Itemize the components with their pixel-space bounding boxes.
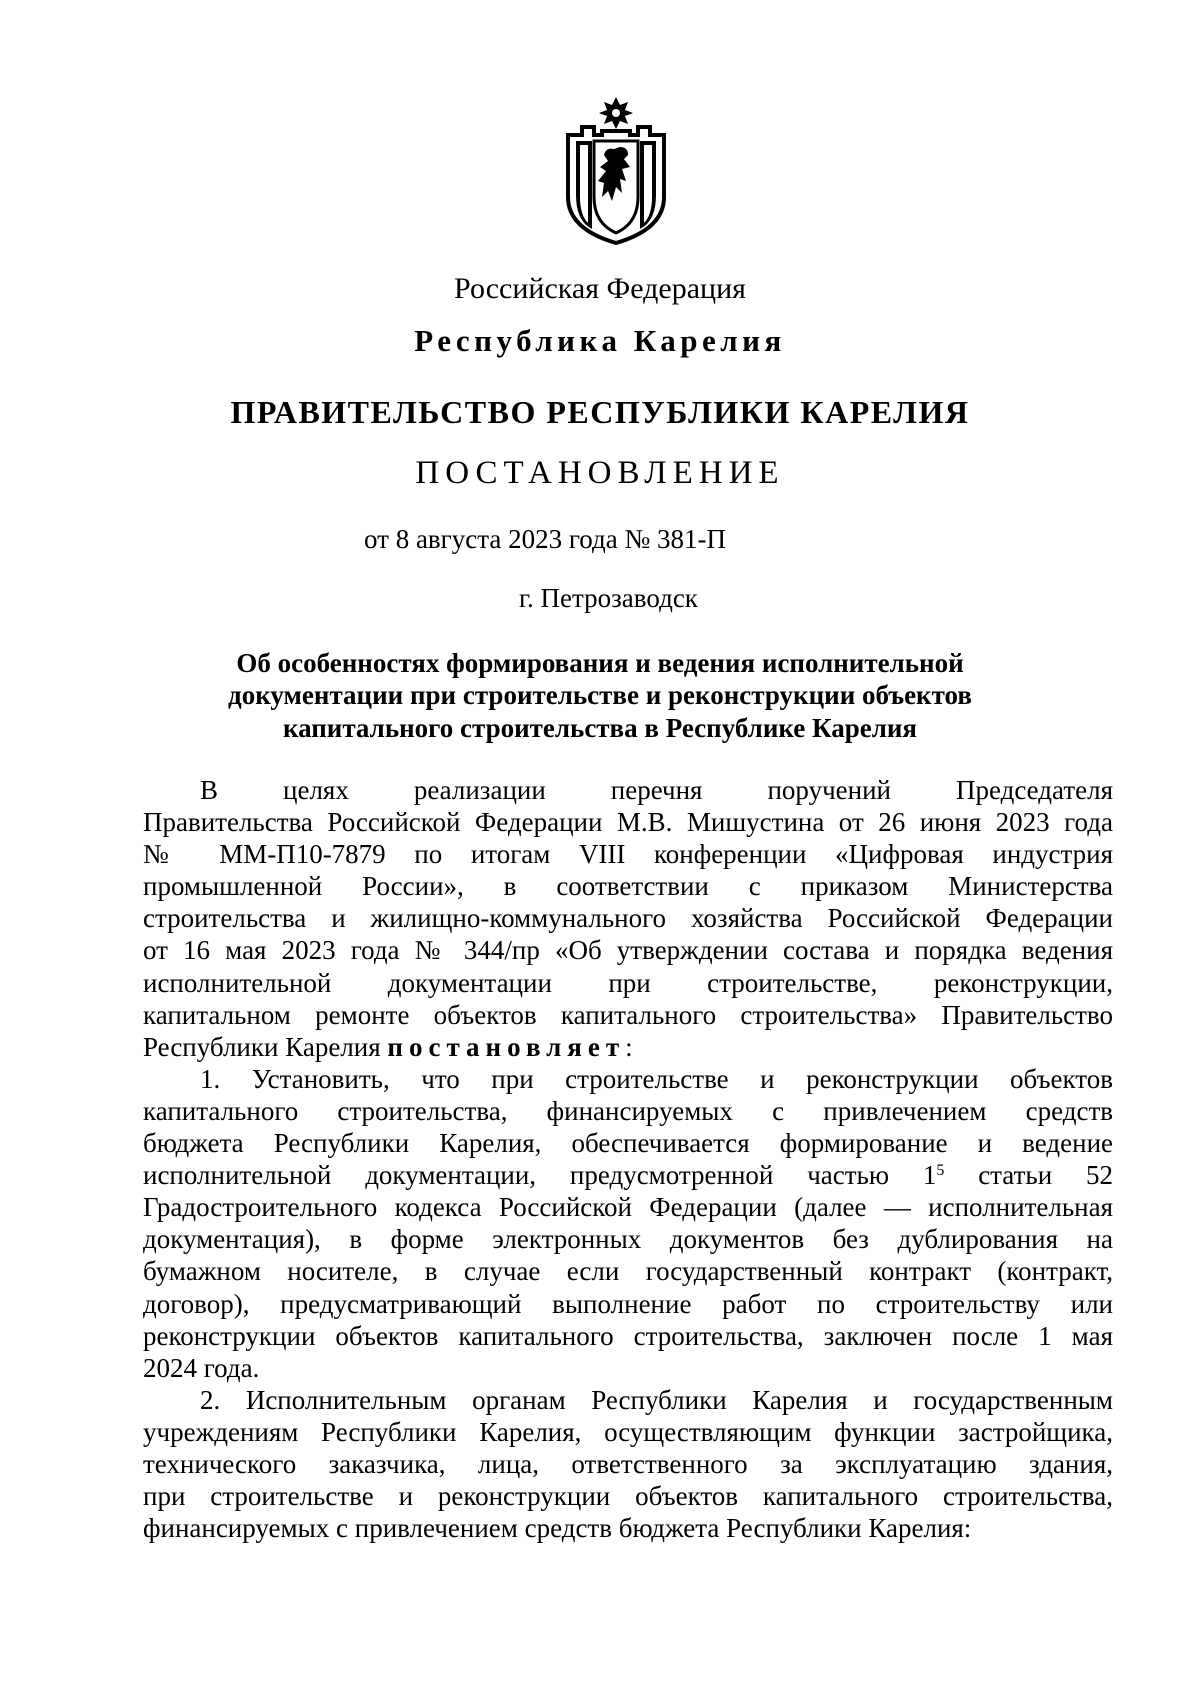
decides-word: постановляет [387,1031,626,1062]
text-line: при строительстве и реконструкции объектов капитального строительства, [143,1481,1113,1512]
country-line: Российская Федерация [454,272,746,305]
text-fragment: статьи 52 [944,1160,1113,1191]
text-line: капитальном ремонте объектов капитального строительства» Правительство [143,999,1113,1030]
paragraph-1 [143,1063,1113,1384]
document-body [143,774,1113,1544]
text-line: В целях реализации перечня поручений Председателя [200,775,1113,805]
coat-of-arms-emblem [562,97,670,245]
text-line: 2. Исполнительным органам Республики Карелия и государственным [200,1384,1113,1415]
text-fragment: Республики Карелия [143,1031,388,1062]
title-line: капитального строительства в Республике Карелия [282,713,918,743]
text-line: исполнительной документации при строительстве, реконструкции, [143,967,1113,998]
paragraph-2 [143,1384,1113,1544]
text-line: промышленной России», в соответствии с приказом Министерства [143,871,1113,902]
republic-line: Республика Карелия [414,323,786,358]
text-fragment: : [625,1031,633,1062]
title-line: документации при строительстве и реконструкции объектов [228,680,972,710]
title-line: Об особенностях формирования и ведения исполнительной [236,648,964,678]
text-line: Градостроительного кодекса Российской Федерации (далее — исполнительная [143,1192,1113,1223]
government-heading: ПРАВИТЕЛЬСТВО РЕСПУБЛИКИ КАРЕЛИЯ [230,394,970,430]
superscript: 5 [936,1162,945,1180]
document-type: ПОСТАНОВЛЕНИЕ [415,455,785,491]
text-line: от 16 мая 2023 года № 344/пр «Об утверждении состава и порядка ведения [143,935,1113,966]
text-line [143,1031,1113,1063]
text-line: бюджета Республики Карелия, обеспечивается формирование и ведение [143,1128,1113,1159]
preamble-paragraph [143,774,1113,1063]
text-line: реконструкции объектов капитального строительства, заключен после 1 мая [143,1320,1113,1351]
text-line: учреждениям Республики Карелия, осуществляющим функции застройщика, [143,1416,1113,1447]
text-line: строительства и жилищно-коммунального хозяйства Российской Федерации [143,903,1113,934]
date-number-line: от 8 августа 2023 года № 381-П [364,524,726,554]
text-line: № ММ-П10-7879 по итогам VIII конференции «Цифровая индустрия [143,839,1113,870]
text-line [143,1159,1113,1191]
text-line: финансируемых с привлечением средств бюджета Республики Карелия: [143,1513,972,1544]
text-line: Правительства Российской Федерации М.В. Мишустина от 26 июня 2023 года [143,807,1113,838]
text-line: договор), предусматривающий выполнение работ по строительству или [143,1288,1113,1319]
text-line: 2024 года. [143,1352,260,1383]
text-line: технического заказчика, лица, ответственного за эксплуатацию здания, [143,1448,1113,1479]
text-line: капитального строительства, финансируемых с привлечением средств [143,1095,1113,1126]
text-fragment: исполнительной документации, предусмотренной частью 1 [143,1160,937,1191]
text-line: бумажном носителе, в случае если государственный контракт (контракт, [143,1256,1113,1287]
text-line: 1. Установить, что при строительстве и реконструкции объектов [200,1063,1113,1094]
city-line: г. Петрозаводск [519,583,698,613]
text-line: документация), в форме электронных документов без дублирования на [143,1224,1113,1255]
